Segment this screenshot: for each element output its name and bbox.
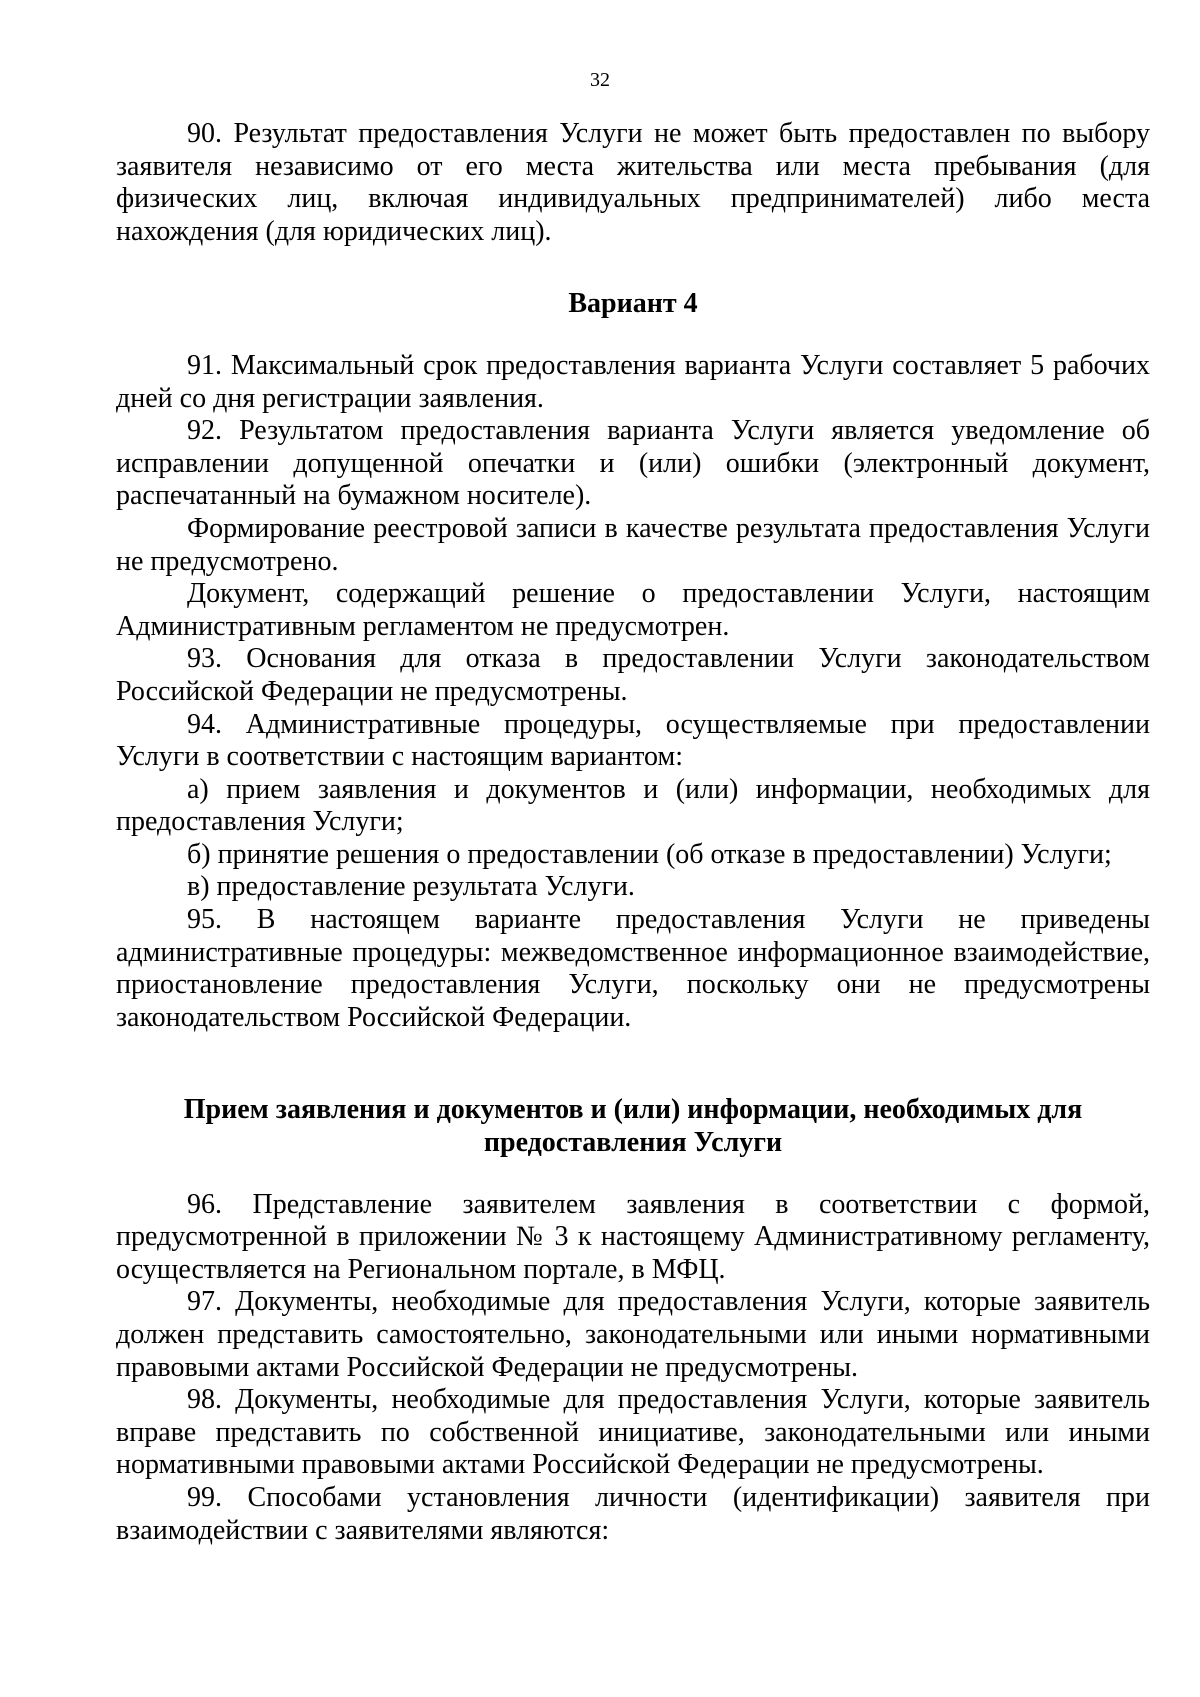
- list-item-94c: в) предоставление результата Услуги.: [187, 871, 635, 903]
- page-number: 32: [590, 69, 610, 91]
- heading-variant-4: Вариант 4: [568, 288, 698, 320]
- heading-priem-line-2: предоставления Услуги: [483, 1127, 783, 1159]
- paragraph-92-registry: Формирование реестровой записи в качестве результата предоставления Услуги не предусмотрено.: [116, 512, 1150, 577]
- paragraph-99: 99. Способами установления личности (идентификации) заявителя при взаимодействии с заявителями являются:: [116, 1481, 1150, 1546]
- paragraph-90: 90. Результат предоставления Услуги не может быть предоставлен по выбору заявителя независимо от его места жительства или места пребывания (для физических лиц, включая индивидуальных предпринимателей) либо места нахождения (для юридических лиц).: [116, 118, 1150, 247]
- paragraph-92: 92. Результатом предоставления варианта Услуги является уведомление об исправлении допущенной опечатки и (или) ошибки (электронный документ, распечатанный на бумажном носителе).: [116, 415, 1150, 512]
- paragraph-96: 96. Представление заявителем заявления в соответствии с формой, предусмотренной в приложении № 3 к настоящему Административному регламенту, осуществляется на Региональном портале, в МФЦ.: [116, 1188, 1150, 1285]
- list-item-94a: а) прием заявления и документов и (или) информации, необходимых для предоставления Услуги;: [116, 773, 1150, 838]
- heading-priem: [116, 1094, 1150, 1159]
- page-content: [116, 118, 1150, 1547]
- paragraph-94: 94. Административные процедуры, осуществляемые при предоставлении Услуги в соответствии с настоящим вариантом:: [116, 708, 1150, 773]
- list-item-94b: б) принятие решения о предоставлении (об отказе в предоставлении) Услуги;: [187, 838, 1112, 870]
- paragraph-98: 98. Документы, необходимые для предоставления Услуги, которые заявитель вправе представить по собственной инициативе, законодательными или иными нормативными правовыми актами Российской Федерации не предусмотрены.: [116, 1384, 1150, 1481]
- paragraph-92-document: Документ, содержащий решение о предоставлении Услуги, настоящим Административным регламентом не предусмотрен.: [116, 578, 1150, 642]
- heading-priem-line-1: Прием заявления и документов и (или) информации, необходимых для: [183, 1094, 1083, 1126]
- paragraph-91: 91. Максимальный срок предоставления варианта Услуги составляет 5 рабочих дней со дня регистрации заявления.: [116, 349, 1150, 414]
- paragraph-97: 97. Документы, необходимые для предоставления Услуги, которые заявитель должен представить самостоятельно, законодательными или иными нормативными правовыми актами Российской Федерации не предусмотрены.: [116, 1286, 1150, 1383]
- paragraph-95: 95. В настоящем варианте предоставления Услуги не приведены административные процедуры: межведомственное информационное взаимодействие, приостановление предоставления Услуги, поскольку они не предусмотрены законодательством Российской Федерации.: [116, 904, 1150, 1033]
- paragraph-93: 93. Основания для отказа в предоставлении Услуги законодательством Российской Федерации не предусмотрены.: [116, 643, 1150, 707]
